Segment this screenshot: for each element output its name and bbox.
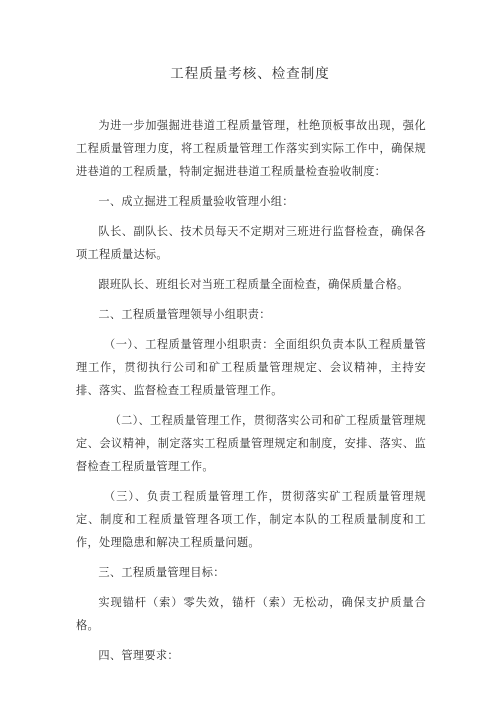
section-1-paragraph-1: 队长、副队长、技术员每天不定期对三班进行监督检查，确保各项工程质量达标。 (76, 225, 426, 261)
document-title: 工程质量考核、检查制度 (170, 66, 330, 82)
section-3-paragraph: 实现锚杆（索）零失效，锚杆（索）无松动，确保支护质量合格。 (76, 596, 426, 632)
section-2-item-1: （一）、工程质量管理小组职责：全面组织负责本队工程质量管理工作，贯彻执行公司和矿工程质量管理规定、会议精神，主持安排、落实、监督检查工程质量管理工作。 (76, 338, 426, 397)
section-heading-3: 三、工程质量管理目标： (98, 566, 225, 579)
section-2-item-3: （三）、负责工程质量管理工作，贯彻落实矿工程质量管理规定、制度和工程质量管理各项工作，制定本队的工程质量制度和工作，处理隐患和解决工程质量问题。 (76, 490, 426, 549)
intro-paragraph: 为进一步加强掘进巷道工程质量管理，杜绝顶板事故出现，强化工程质量管理力度，将工程质量管理工作落实到实际工作中，确保规进巷道的工程质量，特制定掘进巷道工程质量检查验收制度： (76, 119, 426, 178)
section-heading-1: 一、成立掘进工程质量验收管理小组： (98, 195, 294, 208)
document-body (76, 114, 426, 674)
section-heading-4: 四、管理要求： (98, 649, 179, 662)
section-heading-2: 二、工程质量管理领导小组职责： (98, 308, 271, 321)
section-1-paragraph-2: 跟班队长、班组长对当班工程质量全面检查，确保质量合格。 (98, 278, 409, 291)
section-2-item-2: （二）、工程质量管理工作，贯彻落实公司和矿工程质量管理规定、会议精神，制定落实工程质量管理规定和制度，安排、落实、监督检查工程质量管理工作。 (76, 414, 426, 473)
